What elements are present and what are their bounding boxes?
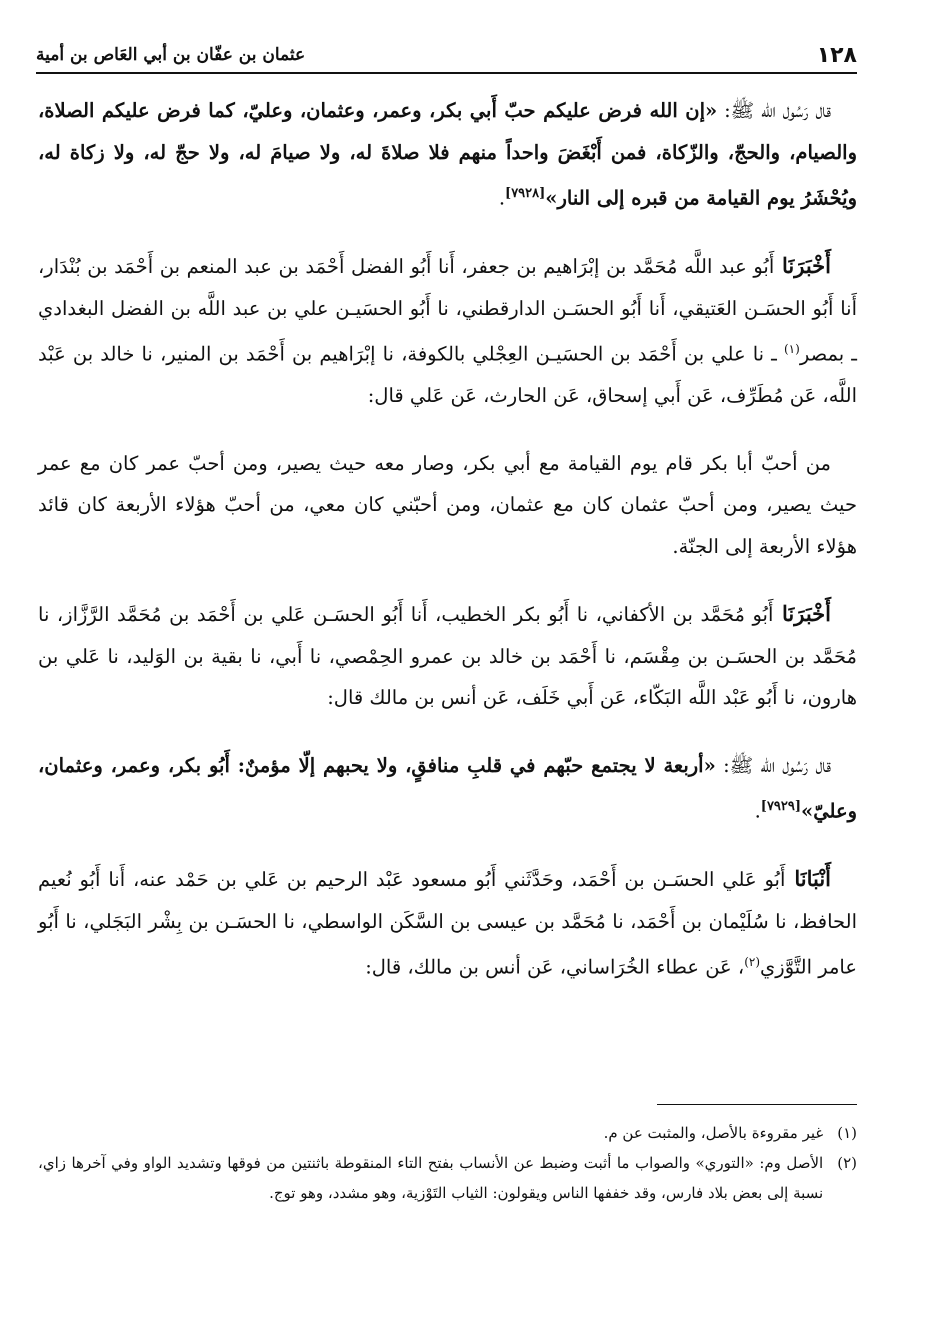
narration-text: من أحبّ أبا بكر قام يوم القيامة مع أبي بكر، وصار معه حيث يصير، ومن أحبّ عمر كان مع عمر حيث يصير، ومن أحبّ عثمان كان مع عثمان، ومن أحبّني كان معي، من أحبّ هؤلاء الأربعة كان قائد هؤلاء الأربعة إلى الجنّة. [38,451,857,558]
paragraph-hadith-2 [38,745,857,833]
paragraph-isnad-3 [38,858,857,988]
footnote-text: غير مقروءة بالأصل، والمثبت عن م. [603,1124,824,1142]
paragraph-hadith-1 [38,90,857,219]
footnote-number: (١) [837,1124,857,1142]
footnote-text: الأصل وم: «التوري» والصواب ما أثبت وضبط عن الأنساب بفتح التاء المنقوطة باثنتين من فوقها وتشديد الواو وفي آخرها زاي، نسبة إلى بعض بلاد فارس، وقد خففها الناس ويقولون: الثياب التَوْزية، وهو مشدد، وهو توج. [38,1154,824,1202]
paragraph-isnad-2 [38,593,857,719]
page-header [36,38,857,74]
footnote-item [38,1118,857,1148]
running-title: عثمان بن عفّان بن أبي العَاص بن أمية [36,45,306,65]
hadith-text: «إن الله فرض عليكم حبّ أَبي بكر، وعمر، وعثمان، وعليّ، كما فرض عليكم الصلاة، والصيام، والحجّ، والزّكاة، فمن أَبْغَضَ واحداً منهم فلا صلاةَ له، ولا صيامَ له، ولا حجّ له، ولا زكاة له، ويُحْشَرُ يوم القيامة من قبره إلى النار» [38,99,857,210]
transmission-keyword: أَخْبَرَنَا [773,601,832,626]
footnote-marker[interactable]: (٢) [744,955,761,969]
footnote-item [38,1148,857,1208]
transmission-keyword: أَنْبَانَا [785,866,832,891]
sentence-end: . [754,799,761,823]
footnote-divider [657,1104,857,1105]
body-text [38,90,857,1014]
transmission-keyword: أَخْبَرَنَا [774,253,831,278]
hadith-text: «أربعة لا يجتمع حبّهم في قلبِ منافقٍ، ولا يحبهم إلّا مؤمنٌ: أَبُو بكر، وعمر، وعثمان، وعليّ» [38,753,857,823]
isnad-text: أَبُو مُحَمَّد بن الأكفاني، نا أَبُو بكر الخطيب، أَنا أَبُو الحسَـن عَلي بن أَحْمَد بن مُحَمَّد الرَّزَّاز، نا مُحَمَّد بن الحسَـن بن مِقْسَم، نا أَحْمَد بن خالد بن عمرو الحِمْصي، نا أَبي، نا بقية بن الوَليد، نا عَلي بن هارون، نا أَبُو عَبْد اللَّه البَكّاء، عَن أَبي خَلَف، عَن أنس بن مالك قال: [38,603,857,709]
hadith-reference-number: [٧٩٢٩] [760,799,802,814]
footnote-marker[interactable]: (١) [783,342,800,356]
hadith-reference-number: [٧٩٢٨] [505,186,546,201]
isnad-text: أَبُو عبد اللَّه مُحَمَّد بن إبْرَاهيم بن جعفر، أَنا أَبُو الفضل أَحْمَد بن عبد المنعم بن أَحْمَد بن بُنْدَار، أَنا أَبُو الحسَـن العَتيقي، أَنا أَبُو الحسَـن الدارقطني، نا أَبُو الحسَيـن علي بن عبد اللَّه بن الفضل البغدادي ـ بمصر [38,255,857,366]
sentence-end: . [498,186,506,210]
footnote-number: (٢) [837,1154,857,1172]
paragraph-narration-1 [38,443,857,568]
hadith-intro: قال رَسُول الله ﷺ: [717,99,831,122]
footnotes [38,1118,857,1208]
isnad-text-continued: ، عَن عطاء الخُرَاساني، عَن أنس بن مالك، قال: [365,955,745,979]
isnad-text: أَبُو عَلي الحسَـن بن أَحْمَد، وحَدَّثَني أَبُو مسعود عَبْد الرحيم بن عَلي بن حَمْد عنه، أَنا أَبُو نُعيم الحافظ، نا سُلَيْمان بن أَحْمَد، نا مُحَمَّد بن عيسى بن السَّكَن الواسطي، نا الحسَـن بن بِشْر البَجَلي، نا أَبُو عامر التَّوَّزي [38,868,857,979]
page-number: ١٢٨ [816,42,857,68]
isnad-text-continued: ـ نا علي بن أَحْمَد بن الحسَيـن العِجْلي بالكوفة، نا إبْرَاهيم بن أَحْمَد بن المنير، نا خالد بن عَبْد اللَّه، عَن مُطَرِّف، عَن أَبي إسحاق، عَن الحارث، عَن عَلي قال: [38,342,857,407]
hadith-intro: قال رَسُول الله ﷺ: [715,753,831,777]
paragraph-isnad-1 [38,245,857,417]
